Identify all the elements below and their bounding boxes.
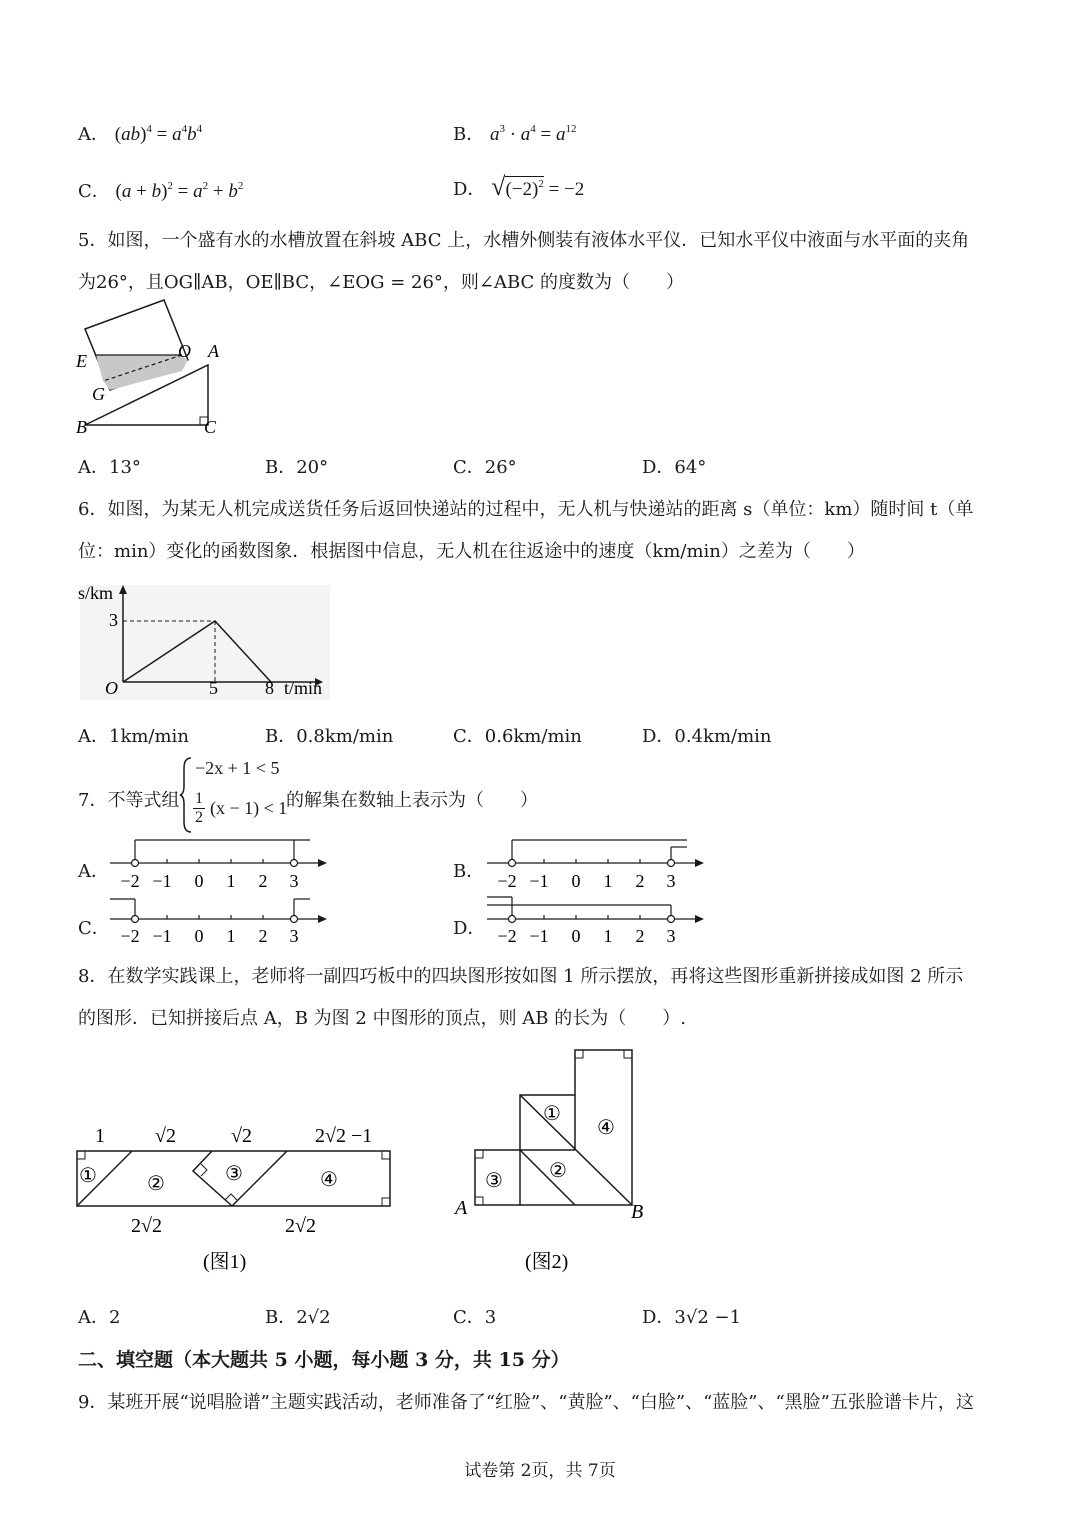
tick-2: 2 [635,926,645,946]
fig2-label-a: A [455,1197,468,1219]
q8-line2: 的图形．已知拼接后点 A，B 为图 2 中图形的顶点，则 AB 的长为（ ）. [78,1008,686,1029]
tick-neg1: −1 [152,871,172,891]
q7-brace [178,756,194,834]
label-g: G [92,384,105,404]
q7-number-line-d [482,893,712,953]
q4-option-c-expr: $(a + b)^2 = a^2 + b^2$ [115,180,244,202]
q7-number-line-a [105,835,335,895]
tick-neg1: −1 [152,926,172,946]
option-letter: B． [453,124,485,145]
q9-line1: 9．某班开展“说唱脸谱”主题实践活动，老师准备了“红脸”、“黄脸”、“白脸”、“蓝脸”、“黑脸”五张脸谱卡片，这 [78,1392,974,1413]
y-axis-label: s/km [78,583,114,603]
fig1-piece-1: ① [79,1165,97,1187]
fig2-label-b: B [631,1201,644,1223]
x-tick-8: 8 [265,678,274,698]
fig1-corner-tl [77,1151,85,1159]
tick-2: 2 [258,871,268,891]
q6-option-c: C．0.6km/min [453,726,582,747]
tick-1: 1 [226,871,236,891]
origin-label: O [105,678,118,698]
q5-option-a: A．13° [78,457,141,478]
q8-option-b: B．2√2 [265,1307,331,1328]
tick-2: 2 [635,871,645,891]
q5-line1: 5．如图，一个盛有水的水槽放置在斜坡 ABC 上，水槽外侧装有液体水平仪．已知水平仪中液面与水平面的夹角 [78,230,970,251]
q6-line2: 位：min）变化的函数图象．根据图中信息，无人机在往返途中的速度（km/min）之差为（ ） [78,541,865,562]
tick-0: 0 [194,871,204,891]
fig1-corner-tr [382,1151,390,1159]
y-tick-3: 3 [109,610,118,630]
tick-0: 0 [194,926,204,946]
tick-3: 3 [666,871,676,891]
q8-option-d: D．3√2 −1 [642,1307,742,1328]
q4-option-d-expr: $√(-2)^2 = -2$ [491,172,585,201]
q4-option-d [453,172,584,202]
q7-suffix: 的解集在数轴上表示为（ ） [286,790,538,811]
q7-prefix: 7．不等式组 [78,790,180,811]
fig2-piece-2: ② [549,1160,567,1182]
fig1-piece-2: ② [147,1173,165,1195]
q5-line2: 为26°，且OG∥AB，OE∥BC，∠EOG = 26°，则∠ABC 的度数为（ ） [78,272,685,293]
q4-option-b [453,120,577,146]
q7-option-c-label: C． [78,918,110,939]
fig1-bottom-1: 2√2 [131,1215,162,1237]
water-surface [96,355,188,390]
tick-1: 1 [226,926,236,946]
tick-1: 1 [603,926,613,946]
fig1-top-1: 1 [95,1125,105,1147]
q7-option-a-label: A． [78,861,109,882]
fig1-top-3: √2 [231,1125,252,1147]
q7-option-b-label: B． [453,861,485,882]
tick-0: 0 [571,926,581,946]
label-a: A [208,341,219,361]
q6-option-a: A．1km/min [78,726,189,747]
q7-option-d-label: D． [453,918,486,939]
tick-3: 3 [289,926,299,946]
q4-option-a-expr: $(ab)^4 = a^4b^4$ [114,123,203,145]
fig1-caption: (图1) [203,1251,247,1273]
q5-figure [70,295,230,445]
tick-2: 2 [258,926,268,946]
q6-graph [75,580,340,705]
q7-fraction [193,790,205,827]
x-tick-5: 5 [209,678,218,698]
q4-option-c [78,177,243,203]
tick-neg1: −1 [529,926,549,946]
q5-option-d: D．64° [642,457,707,478]
label-e: E [76,351,87,371]
fig1-top-2: √2 [155,1125,176,1147]
option-letter: C． [78,181,110,202]
fig1-bottom-2: 2√2 [285,1215,316,1237]
tick-0: 0 [571,871,581,891]
label-c: C [204,417,217,437]
fig2-piece-1: ① [543,1103,561,1125]
fig2-caption: (图2) [525,1251,569,1273]
q7-ineq2: (x − 1) < 1 [210,798,288,818]
fraction-numerator: 1 [195,790,203,807]
q7-number-line-b [482,835,712,895]
fig1-right-angle-2 [225,1194,237,1200]
fig2-piece-3: ③ [485,1170,503,1192]
option-letter: A． [78,124,109,145]
tick-neg1: −1 [529,871,549,891]
fig2-piece-4: ④ [597,1117,615,1139]
fig2-corner-4 [475,1197,483,1205]
tick-neg2: −2 [497,871,517,891]
tick-3: 3 [666,926,676,946]
q8-option-c: C．3 [453,1307,497,1328]
tick-neg2: −2 [120,926,140,946]
q7-number-line-c [105,893,335,953]
q7-ineq1: −2x + 1 < 5 [195,758,280,778]
label-o: O [178,341,191,361]
q5-option-c: C．26° [453,457,517,478]
q4-option-b-expr: $a^3 \cdot a^4 = a^{12}$ [489,123,577,145]
tick-1: 1 [603,871,613,891]
fig1-piece-3: ③ [225,1163,243,1185]
q8-figure-1 [65,1118,405,1283]
fig1-right-angle-1 [201,1164,207,1176]
page-footer: 试卷第 2页，共 7页 [464,1461,616,1481]
fig2-corner-2 [624,1050,632,1058]
x-axis-label: t/min [284,678,323,698]
fig1-piece-4: ④ [320,1169,338,1191]
tick-neg2: −2 [120,871,140,891]
q6-option-b: B．0.8km/min [265,726,394,747]
fraction-denominator: 2 [195,809,203,826]
q6-line1: 6．如图，为某无人机完成送货任务后返回快递站的过程中，无人机与快递站的距离 s（单位：km）随时间 t（单 [78,499,974,520]
fig2-corner-3 [475,1150,483,1158]
fig1-corner-br [382,1198,390,1206]
label-b: B [76,417,87,437]
q8-option-a: A．2 [78,1307,121,1328]
fig1-top-4: 2√2 −1 [315,1125,373,1147]
tick-neg2: −2 [497,926,517,946]
q5-option-b: B．20° [265,457,329,478]
q4-option-a [78,120,202,146]
q8-figure-2 [445,1040,685,1285]
option-letter: D． [453,179,486,200]
tick-3: 3 [289,871,299,891]
q6-option-d: D．0.4km/min [642,726,772,747]
fig2-corner-1 [575,1050,583,1058]
q8-line1: 8．在数学实践课上，老师将一副四巧板中的四块图形按如图 1 所示摆放，再将这些图形重新拼接成如图 2 所示 [78,966,964,987]
section-2-heading: 二、填空题（本大题共 5 小题，每小题 3 分，共 15 分） [78,1349,570,1371]
